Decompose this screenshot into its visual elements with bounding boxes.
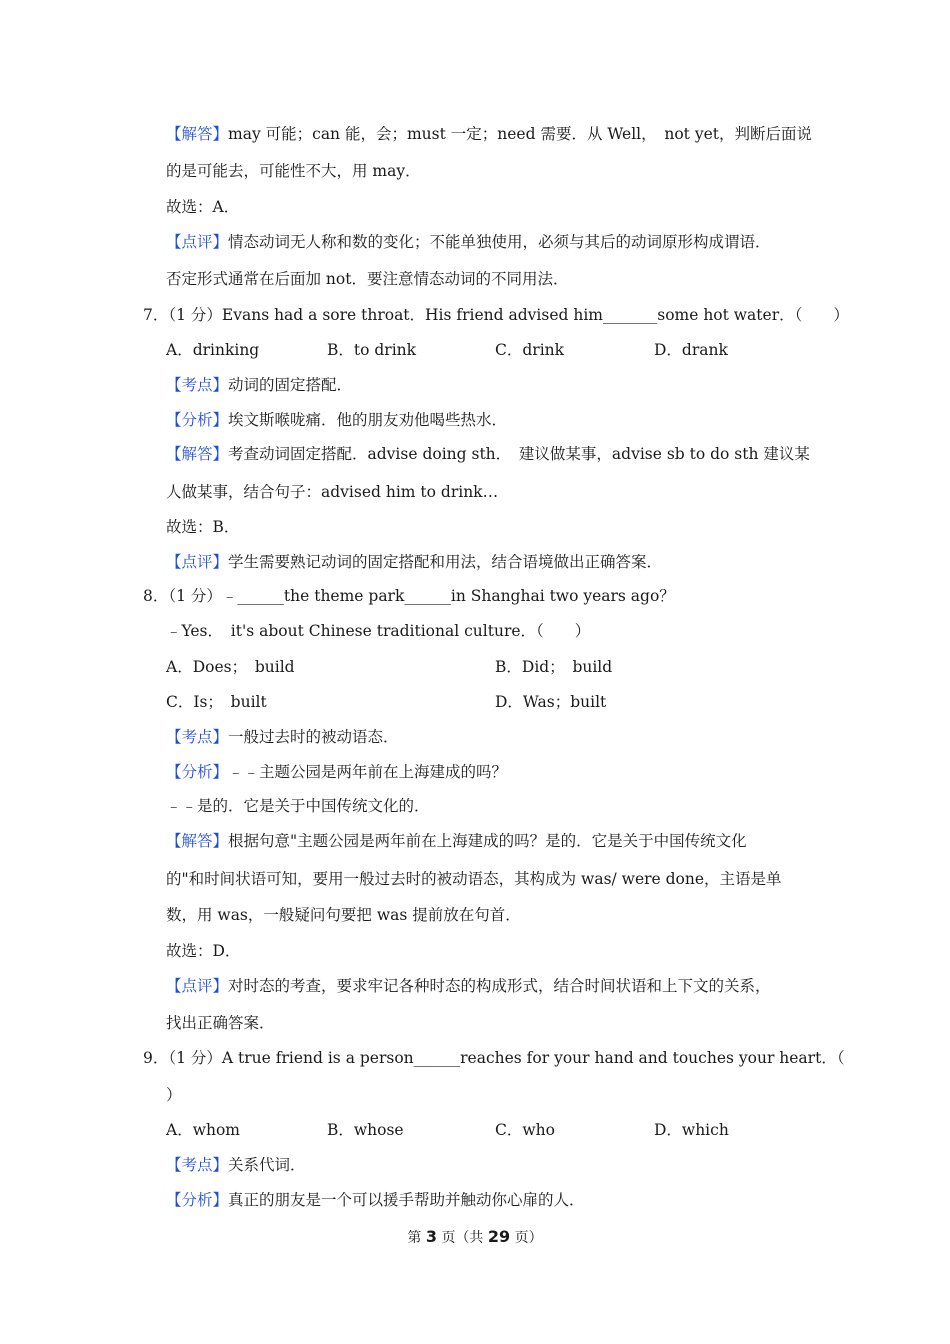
option-a: A．drinking	[166, 341, 260, 359]
jieda-line: 【解答】考查动词固定搭配．advise doing sth． 建议做某事，advise sb to do sth 建议某	[166, 445, 810, 463]
comment-line: 否定形式通常在后面加 not．要注意情态动词的不同用法．	[166, 270, 569, 288]
option-d: D．which	[654, 1121, 729, 1139]
answer-choice-line: 故选：A．	[166, 198, 240, 216]
option-b: B．whose	[327, 1121, 404, 1139]
jieda-line: 的"和时间状语可知，要用一般过去时的被动语态，其构成为 was/ were done，主语是单	[166, 870, 782, 888]
page-footer: 第 3 页（共 29 页）	[407, 1227, 543, 1246]
option-a: A．whom	[166, 1121, 240, 1139]
jieda-line: 数，用 was，一般疑问句要把 was 提前放在句首．	[166, 906, 521, 924]
dianping-line: 【点评】学生需要熟记动词的固定搭配和用法，结合语境做出正确答案．	[166, 553, 663, 571]
option-d: D．Was；built	[495, 693, 607, 711]
question-7: 7．（1 分）Evans had a sore throat．His friend advised him_______some hot water．（ ）	[143, 306, 849, 324]
option-b: B．to drink	[327, 341, 417, 359]
option-a: A．Does； build	[166, 658, 295, 676]
jieda-line: 【解答】根据句意"主题公园是两年前在上海建成的吗？是的．它是关于中国传统文化	[166, 832, 747, 850]
dianping-line: 找出正确答案．	[166, 1014, 275, 1032]
comment-line: 【点评】情态动词无人称和数的变化；不能单独使用，必须与其后的动词原形构成谓语．	[166, 233, 771, 251]
option-c: C．drink	[495, 341, 565, 359]
question-9-bracket: ）	[166, 1086, 182, 1104]
fenxi-line: 【分析】﹣﹣主题公园是两年前在上海建成的吗？	[166, 763, 508, 781]
answer-choice-line: 故选：D．	[166, 942, 241, 960]
kaodian-line: 【考点】一般过去时的被动语态．	[166, 728, 399, 746]
question-8-reply: ﹣Yes． it's about Chinese traditional culture．（ ）	[166, 622, 591, 640]
fenxi-line: 【分析】埃文斯喉咙痛．他的朋友劝他喝些热水．	[166, 411, 508, 429]
answer-line: 的是可能去，可能性不大，用 may．	[166, 162, 421, 180]
option-d: D．drank	[654, 341, 728, 359]
option-c: C．Is； built	[166, 693, 267, 711]
answer-line: 【解答】may 可能；can 能，会；must 一定；need 需要．从 Well， not yet，判断后面说	[166, 125, 812, 143]
page-total: 29	[487, 1227, 511, 1246]
option-c: C．who	[495, 1121, 555, 1139]
option-b: B．Did； build	[495, 658, 613, 676]
fenxi-line: 【分析】真正的朋友是一个可以援手帮助并触动你心扉的人．	[166, 1191, 585, 1209]
dianping-line: 【点评】对时态的考查，要求牢记各种时态的构成形式，结合时间状语和上下文的关系，	[166, 977, 771, 995]
jieda-line: 人做某事，结合句子：advised him to drink…	[166, 483, 499, 501]
kaodian-line: 【考点】动词的固定搭配．	[166, 376, 353, 394]
page-number: 3	[425, 1227, 437, 1246]
question-8: 8．（1 分）﹣______the theme park______in Shanghai two years ago？	[143, 587, 675, 605]
fenxi-line: ﹣﹣是的．它是关于中国传统文化的．	[166, 797, 430, 815]
question-9: 9．（1 分）A true friend is a person______reaches for your hand and touches your heart．（	[143, 1049, 845, 1067]
tag-dianping: 【点评】	[166, 233, 229, 251]
tag-jieda: 【解答】	[166, 125, 229, 143]
kaodian-line: 【考点】关系代词．	[166, 1156, 306, 1174]
answer-choice-line: 故选：B．	[166, 518, 240, 536]
